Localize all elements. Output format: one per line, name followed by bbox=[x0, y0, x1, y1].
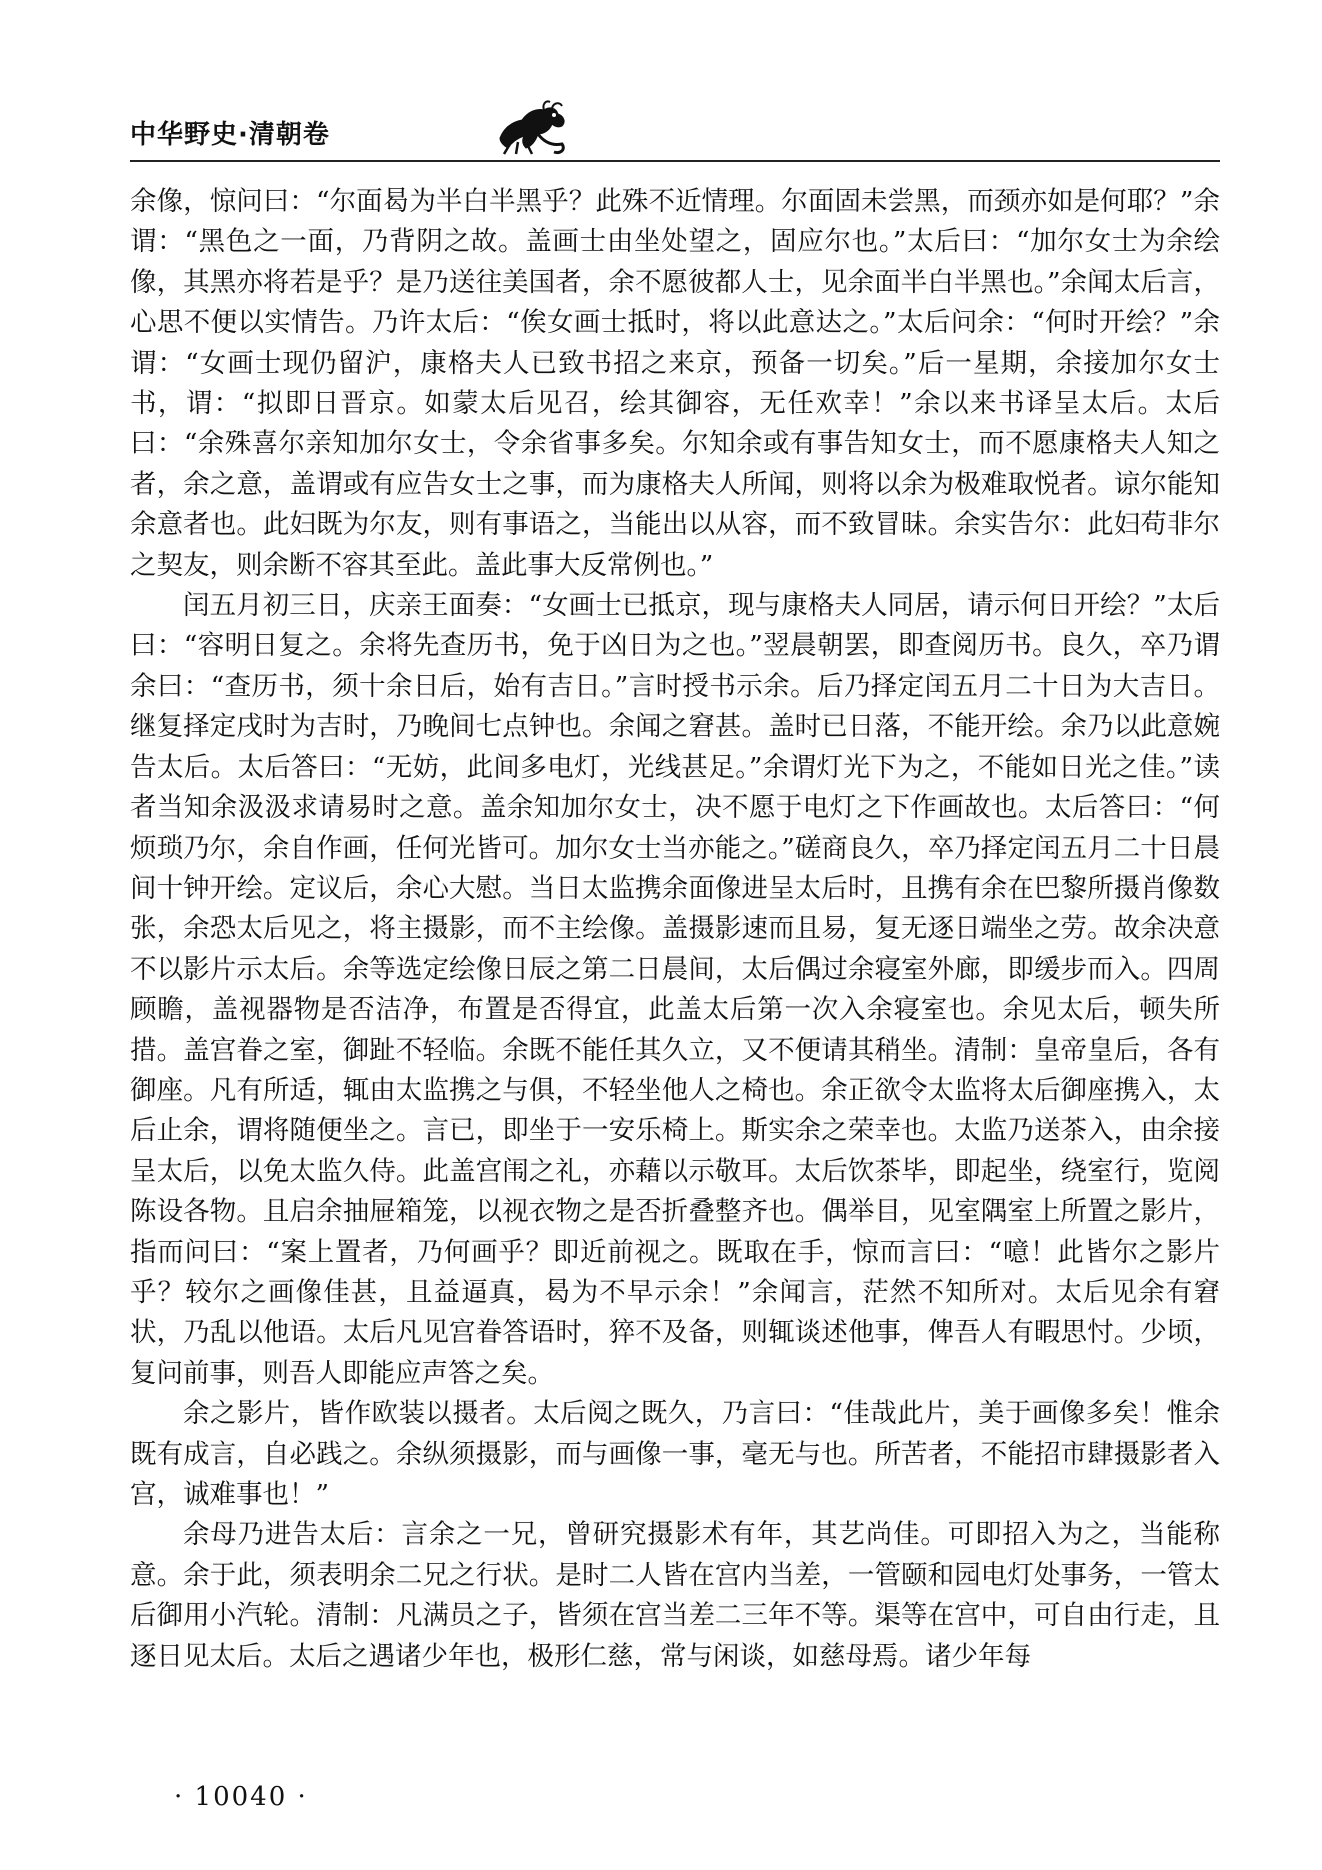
book-title: 中华野史·清朝卷 bbox=[130, 120, 330, 150]
paragraph: 余母乃进告太后：言余之一兄，曾研究摄影术有年，其艺尚佳。可即招入为之，当能称意。余于此，须表明余二兄之行状。是时二人皆在宫内当差，一管颐和园电灯处事务，一管太后御用小汽轮。清制：凡满员之子，皆须在宫当差二三年不等。渠等在宫中，可自由行走，且逐日见太后。太后之遇诸少年也，极形仁慈，常与闲谈，如慈母焉。诸少年每 bbox=[130, 1519, 1220, 1672]
page-number: · 10040 · bbox=[174, 1782, 308, 1812]
header-rule bbox=[130, 160, 1220, 162]
paragraph: 闰五月初三日，庆亲王面奏：“女画士已抵京，现与康格夫人同居，请示何日开绘？”太后曰：“容明日复之。余将先查历书，免于凶日为之也。”翌晨朝罢，即查阅历书。良久，卒乃谓余曰：“查历书，须十余日后，始有吉日。”言时授书示余。后乃择定闰五月二十日为大吉日。继复择定戌时为吉时，乃晚间七点钟也。余闻之窘甚。盖时已日落，不能开绘。余乃以此意婉告太后。太后答曰：“无妨，此间多电灯，光线甚足。”余谓灯光下为之，不能如日光之佳。”读者当知余汲汲求请易时之意。盖余知加尔女士，决不愿于电灯之下作画故也。太后答曰：“何烦琐乃尔，余自作画，任何光皆可。加尔女士当亦能之。”磋商良久，卒乃择定闰五月二十日晨间十钟开绘。定议后，余心大慰。当日太监携余面像进呈太后时，且携有余在巴黎所摄肖像数张，余恐太后见之，将主摄影，而不主绘像。盖摄影速而且易，复无逐日端坐之劳。故余决意不以影片示太后。余等选定绘像日辰之第二日晨间，太后偶过余寝室外廊，即缓步而入。四周顾瞻，盖视器物是否洁净，布置是否得宜，此盖太后第一次入余寝室也。余见太后，顿失所措。盖宫眷之室，御趾不轻临。余既不能任其久立，又不便请其稍坐。清制：皇帝皇后，各有御座。凡有所适，辄由太监携之与俱，不轻坐他人之椅也。余正欲令太监将太后御座携入，太后止余，谓将随便坐之。言已，即坐于一安乐椅上。斯实余之荣幸也。太监乃送茶入，由余接呈太后，以免太监久侍。此盖宫闱之礼，亦藉以示敬耳。太后饮茶毕，即起坐，绕室行，览阅陈设各物。且启余抽屉箱笼，以视衣物之是否折叠整齐也。偶举目，见室隅室上所置之影片，指而问曰：“案上置者，乃何画乎？即近前视之。既取在手，惊而言曰：“噫！此皆尔之影片乎？较尔之画像佳甚，且益逼真，曷为不早示余！”余闻言，茫然不知所对。太后见余有窘状，乃乱以他语。太后凡见宫眷答语时，猝不及备，则辄谈述他事，俾吾人有暇思忖。少顷，复问前事，则吾人即能应声答之矣。 bbox=[130, 590, 1220, 1389]
running-header bbox=[130, 118, 1220, 164]
body-text bbox=[130, 182, 1220, 1677]
paragraph: 余像，惊问曰：“尔面曷为半白半黑乎？此殊不近情理。尔面固未尝黑，而颈亦如是何耶？”余谓：“黑色之一面，乃背阴之故。盖画士由坐处望之，固应尔也。”太后曰：“加尔女士为余绘像，其黑亦将若是乎？是乃送往美国者，余不愿彼都人士，见余面半白半黑也。”余闻太后言，心思不便以实情告。乃许太后：“俟女画士抵时，将以此意达之。”太后问余：“何时开绘？”余谓：“女画士现仍留沪，康格夫人已致书招之来京，预备一切矣。”后一星期，余接加尔女士书，谓：“拟即日晋京。如蒙太后见召，绘其御容，无任欢幸！”余以来书译呈太后。太后曰：“余殊喜尔亲知加尔女士，令余省事多矣。尔知余或有事告知女士，而不愿康格夫人知之者，余之意，盖谓或有应告女士之事，而为康格夫人所闻，则将以余为极难取悦者。谅尔能知余意者也。此妇既为尔友，则有事语之，当能出以从容，而不致冒昧。余实告尔：此妇苟非尔之契友，则余断不容其至此。盖此事大反常例也。” bbox=[130, 186, 1220, 581]
paragraph: 余之影片，皆作欧装以摄者。太后阅之既久，乃言曰：“佳哉此片，美于画像多矣！惟余既有成言，自必践之。余纵须摄影，而与画像一事，毫无与也。所苦者，不能招市肆摄影者入宫，诚难事也！” bbox=[130, 1398, 1220, 1510]
dragon-emblem-icon bbox=[492, 98, 572, 156]
